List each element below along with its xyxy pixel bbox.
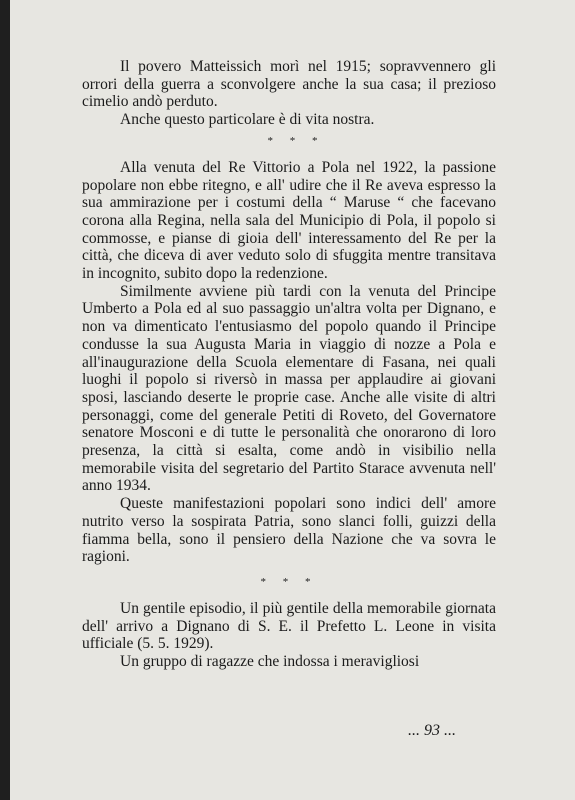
section-separator: * * * [260, 575, 318, 588]
book-page [10, 0, 575, 800]
paragraph: Un gruppo di ragazze che indossa i meravigliosi [120, 653, 420, 671]
paragraph: Queste manifestazioni popolari sono indici dell' amore nutrito verso la sospirata Patria, sono slanci folli, guizzi della fiamma bella, sono il pensiero della Nazione che va sovra le ragioni. [82, 495, 496, 566]
paragraph: Similmente avviene più tardi con la venuta del Principe Umberto a Pola ed al suo passaggio un'altra volta per Dignano, e non va dimenticato l'entusiasmo del popolo quando il Principe condusse la sua Augusta Maria in viaggio di nozze a Pola e all'inaugurazione della Scuola elementare di Fasana, nei quali luoghi il popolo si riversò in massa per applaudire ai giovani sposi, lasciando deserte le proprie case. Anche alle visite di altri personaggi, come del generale Petiti di Roveto, del Governatore senatore Mosconi e di tutte le personalità che onorarono di loro presenza, la città si esalta, come andò in visibilio nella memorabile visita del segretario del Partito Starace avvenuta nell' anno 1934. [82, 282, 496, 495]
paragraph: Un gentile episodio, il più gentile della memorabile giornata dell' arrivo a Dignano di S. E. il Prefetto L. Leone in visita ufficiale (5. 5. 1929). [82, 599, 496, 653]
paragraph: Alla venuta del Re Vittorio a Pola nel 1922, la passione popolare non ebbe ritegno, e all' udire che il Re aveva espresso la sua ammirazione per i costumi della “ Maruse “ che facevano corona alla Regina, nella sala del Municipio di Pola, il popolo si commosse, e pianse di gioia dell' interessamento del Re per la città, che diceva di aver veduto solo di sfuggita mentre transitava in incognito, subito dopo la redenzione. [82, 158, 496, 283]
page-number: ... 93 ... [408, 722, 456, 739]
paragraph: Il povero Matteissich morì nel 1915; sopravvennero gli orrori della guerra a sconvolgere anche la sua casa; il prezioso cimelio andò perduto. [82, 58, 496, 111]
body-text [82, 58, 496, 671]
paragraph: Anche questo particolare è di vita nostra. [120, 111, 375, 129]
section-separator: * * * [267, 134, 325, 147]
